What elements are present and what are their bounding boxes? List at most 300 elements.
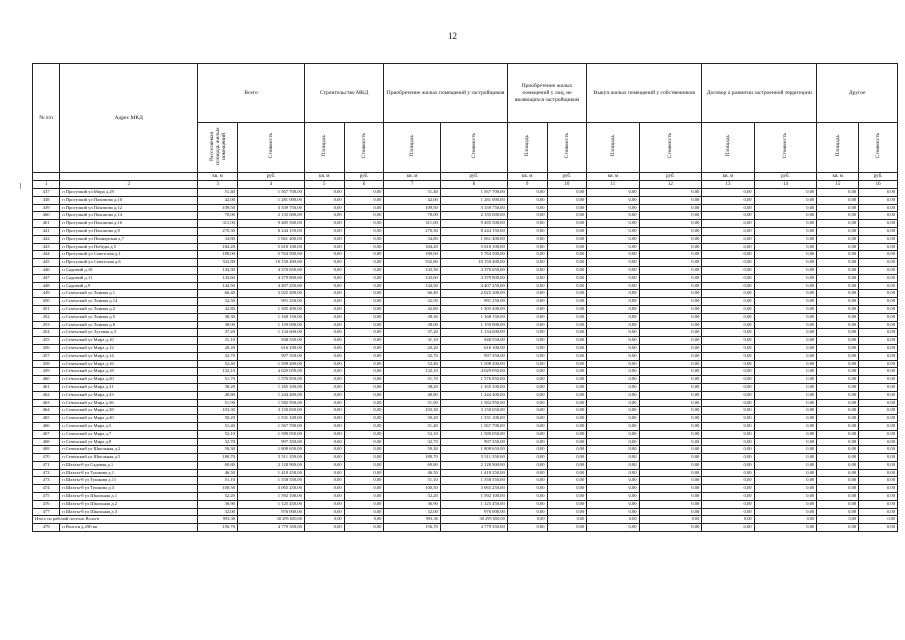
address-cell: п Сеченский ул Мира д.7 [60, 430, 198, 438]
buyout-cost-cell: 0,00 [639, 469, 702, 477]
construction-area-cell: 0,00 [304, 524, 344, 532]
construction-area-cell: 0,00 [304, 360, 344, 368]
table-row [33, 383, 898, 391]
buyout-area-cell: 0,00 [587, 399, 639, 407]
address-cell: п Сеченский ул Школьная д.5 [60, 454, 198, 462]
developer-cost-cell: 1 281 000,00 [440, 196, 507, 204]
row-number-cell: 464 [33, 407, 60, 415]
total-cost-cell: 1 567 700,00 [237, 422, 304, 430]
buyout-area-cell: 0,00 [587, 189, 639, 197]
table-row [33, 399, 898, 407]
territory-cost-cell: 0,00 [754, 454, 817, 462]
nondeveloper-cost-cell: 0,00 [547, 220, 587, 228]
other-area-cell: 0,00 [817, 321, 859, 329]
buyout-cost-cell: 0,00 [639, 251, 702, 259]
header-total-cost: Стоимость [237, 123, 304, 173]
construction-cost-cell: 0,00 [344, 313, 384, 321]
row-number-cell: 463 [33, 399, 60, 407]
nondeveloper-area-cell: 0,00 [507, 189, 547, 197]
nondeveloper-area-cell: 0,00 [507, 243, 547, 251]
nondeveloper-area-cell: 0,00 [507, 430, 547, 438]
header-group-other: Другое [817, 64, 898, 123]
total-cost-cell: 948 550,00 [237, 337, 304, 345]
territory-cost-cell: 0,00 [754, 251, 817, 259]
total-cost-cell: 4 379 800,00 [237, 274, 304, 282]
territory-cost-cell: 0,00 [754, 321, 817, 329]
nondeveloper-area-cell: 0,00 [507, 220, 547, 228]
territory-area-cell: 0,00 [702, 235, 754, 243]
header-area: Площадь [587, 123, 639, 173]
territory-area-cell: 0,00 [702, 368, 754, 376]
total-area-cell: 311,00 [198, 220, 238, 228]
table-row [33, 329, 898, 337]
territory-area-cell: 0,00 [702, 415, 754, 423]
developer-area-cell: 50,20 [384, 415, 440, 423]
header-group-total: Всего [198, 64, 305, 123]
buyout-cost-cell: 0,00 [639, 454, 702, 462]
buyout-cost-cell: 0,00 [639, 461, 702, 469]
total-cost-cell: 4 407 250,00 [237, 282, 304, 290]
total-cost-cell: 30 295 650,00 [237, 516, 304, 524]
construction-cost-cell: 0,00 [344, 422, 384, 430]
territory-cost-cell: 0,00 [754, 415, 817, 423]
construction-cost-cell: 0,00 [344, 235, 384, 243]
address-cell: п Прогулкий ул Победы д.5 [60, 243, 198, 251]
total-cost-cell: 1 589 050,00 [237, 430, 304, 438]
buyout-cost-cell: 0,00 [639, 360, 702, 368]
address-cell: п Прогулкий ул Пахомова д.10 [60, 196, 198, 204]
territory-cost-cell: 0,00 [754, 376, 817, 384]
column-number: 14 [754, 181, 817, 189]
territory-cost-cell: 0,00 [754, 189, 817, 197]
construction-area-cell: 0,00 [304, 485, 344, 493]
other-area-cell: 0,00 [817, 493, 859, 501]
address-cell: п Шахты-8 ул Школьная д.1 [60, 493, 198, 501]
nondeveloper-area-cell: 0,00 [507, 204, 547, 212]
table-row [33, 305, 898, 313]
construction-area-cell: 0,00 [304, 430, 344, 438]
nondeveloper-area-cell: 0,00 [507, 524, 547, 532]
territory-area-cell: 0,00 [702, 376, 754, 384]
total-area-cell: 38,20 [198, 383, 238, 391]
other-area-cell: 0,00 [817, 266, 859, 274]
buyout-cost-cell: 0,00 [639, 259, 702, 267]
other-area-cell: 0,00 [817, 383, 859, 391]
construction-cost-cell: 0,00 [344, 266, 384, 274]
nondeveloper-area-cell: 0,00 [507, 282, 547, 290]
territory-cost-cell: 0,00 [754, 438, 817, 446]
nondeveloper-cost-cell: 0,00 [547, 407, 587, 415]
row-number-cell: 450 [33, 298, 60, 306]
total-cost-cell: 5 511 350,00 [237, 454, 304, 462]
row-number-cell: 467 [33, 430, 60, 438]
construction-cost-cell: 0,00 [344, 204, 384, 212]
nondeveloper-area-cell: 0,00 [507, 360, 547, 368]
buyout-cost-cell: 0,00 [639, 266, 702, 274]
construction-cost-cell: 0,00 [344, 438, 384, 446]
construction-cost-cell: 0,00 [344, 220, 384, 228]
other-area-cell: 0,00 [817, 282, 859, 290]
nondeveloper-cost-cell: 0,00 [547, 430, 587, 438]
total-area-cell: 31,10 [198, 337, 238, 345]
construction-cost-cell: 0,00 [344, 391, 384, 399]
buyout-cost-cell: 0,00 [639, 305, 702, 313]
table-row [33, 321, 898, 329]
table-row [33, 204, 898, 212]
nondeveloper-cost-cell: 0,00 [547, 485, 587, 493]
other-area-cell: 0,00 [817, 438, 859, 446]
developer-area-cell: 42,00 [384, 196, 440, 204]
construction-area-cell: 0,00 [304, 321, 344, 329]
developer-area-cell: 270,30 [384, 227, 440, 235]
table-row [33, 446, 898, 454]
header-area: Площадь [304, 123, 344, 173]
unit-cell: руб. [440, 173, 507, 181]
address-cell: п Сеченский ул Мира д.40 [60, 415, 198, 423]
developer-cost-cell: 616 100,00 [440, 344, 507, 352]
total-area-cell: 32,70 [198, 352, 238, 360]
territory-cost-cell: 0,00 [754, 516, 817, 524]
territory-area-cell: 0,00 [702, 516, 754, 524]
unit-cell: кв. м [384, 173, 440, 181]
total-area-cell: 34,80 [198, 235, 238, 243]
row-number-cell: 477 [33, 508, 60, 516]
developer-area-cell: 59,30 [384, 446, 440, 454]
total-area-cell: 59,30 [198, 446, 238, 454]
developer-cost-cell: 1 168 150,00 [440, 313, 507, 321]
construction-area-cell: 0,00 [304, 407, 344, 415]
row-number-cell: 466 [33, 422, 60, 430]
nondeveloper-area-cell: 0,00 [507, 516, 547, 524]
territory-cost-cell: 0,00 [754, 290, 817, 298]
total-area-cell: 70,00 [198, 212, 238, 220]
other-area-cell: 0,00 [817, 524, 859, 532]
developer-cost-cell: 1 576 850,00 [440, 376, 507, 384]
developer-area-cell: 66,40 [384, 290, 440, 298]
header-area: Площадь [702, 123, 754, 173]
nondeveloper-area-cell: 0,00 [507, 438, 547, 446]
address-cell: п Сеченский ул Мира д.18 [60, 368, 198, 376]
construction-area-cell: 0,00 [304, 493, 344, 501]
developer-area-cell: 42,80 [384, 305, 440, 313]
territory-area-cell: 0,00 [702, 493, 754, 501]
buyout-area-cell: 0,00 [587, 500, 639, 508]
construction-cost-cell: 0,00 [344, 508, 384, 516]
table-row [33, 313, 898, 321]
construction-area-cell: 0,00 [304, 446, 344, 454]
buyout-area-cell: 0,00 [587, 407, 639, 415]
unit-cell: кв. м [817, 173, 859, 181]
territory-cost-cell: 0,00 [754, 305, 817, 313]
address-cell: п Шахты-8 ул Тушкова д.11 [60, 477, 198, 485]
row-number-cell: 461 [33, 383, 60, 391]
territory-area-cell: 0,00 [702, 383, 754, 391]
table-row [33, 220, 898, 228]
row-number-cell: 472 [33, 469, 60, 477]
buyout-area-cell: 0,00 [587, 446, 639, 454]
developer-cost-cell: 1 808 650,00 [440, 446, 507, 454]
other-cost-cell: 0,00 [859, 227, 898, 235]
unit-cell: кв. м [702, 173, 754, 181]
construction-cost-cell: 0,00 [344, 446, 384, 454]
table-row [33, 352, 898, 360]
row-number-cell: 458 [33, 360, 60, 368]
construction-cost-cell: 0,00 [344, 360, 384, 368]
total-row [33, 516, 898, 524]
developer-cost-cell: 10 150 400,00 [440, 259, 507, 267]
other-area-cell: 0,00 [817, 344, 859, 352]
developer-area-cell: 51,70 [384, 376, 440, 384]
territory-cost-cell: 0,00 [754, 446, 817, 454]
construction-area-cell: 0,00 [304, 196, 344, 204]
nondeveloper-area-cell: 0,00 [507, 313, 547, 321]
buyout-area-cell: 0,00 [587, 454, 639, 462]
construction-area-cell: 0,00 [304, 368, 344, 376]
territory-area-cell: 0,00 [702, 500, 754, 508]
table-row [33, 415, 898, 423]
construction-area-cell: 0,00 [304, 235, 344, 243]
table-row [33, 282, 898, 290]
construction-cost-cell: 0,00 [344, 282, 384, 290]
territory-area-cell: 0,00 [702, 446, 754, 454]
developer-area-cell: 52,20 [384, 493, 440, 501]
address-cell: п Шахты-8 ул Школьная д.3 [60, 508, 198, 516]
territory-cost-cell: 0,00 [754, 368, 817, 376]
other-area-cell: 0,00 [817, 204, 859, 212]
other-area-cell: 0,00 [817, 461, 859, 469]
buyout-cost-cell: 0,00 [639, 220, 702, 228]
developer-area-cell: 34,80 [384, 235, 440, 243]
row-number-cell: 452 [33, 313, 60, 321]
construction-cost-cell: 0,00 [344, 189, 384, 197]
table-row [33, 259, 898, 267]
buyout-cost-cell: 0,00 [639, 438, 702, 446]
territory-area-cell: 0,00 [702, 454, 754, 462]
total-cost-cell: 1 168 150,00 [237, 313, 304, 321]
buyout-cost-cell: 0,00 [639, 290, 702, 298]
construction-area-cell: 0,00 [304, 469, 344, 477]
nondeveloper-cost-cell: 0,00 [547, 212, 587, 220]
nondeveloper-area-cell: 0,00 [507, 493, 547, 501]
other-area-cell: 0,00 [817, 454, 859, 462]
nondeveloper-cost-cell: 0,00 [547, 259, 587, 267]
resettlement-table-sheet [32, 63, 898, 532]
territory-cost-cell: 0,00 [754, 469, 817, 477]
other-cost-cell: 0,00 [859, 243, 898, 251]
nondeveloper-area-cell: 0,00 [507, 259, 547, 267]
table-row [33, 454, 898, 462]
construction-cost-cell: 0,00 [344, 407, 384, 415]
header-area: Площадь [384, 123, 440, 173]
territory-area-cell: 0,00 [702, 469, 754, 477]
construction-area-cell: 0,00 [304, 477, 344, 485]
construction-cost-cell: 0,00 [344, 329, 384, 337]
row-number-cell: 460 [33, 212, 60, 220]
construction-cost-cell: 0,00 [344, 493, 384, 501]
territory-area-cell: 0,00 [702, 407, 754, 415]
nondeveloper-cost-cell: 0,00 [547, 321, 587, 329]
table-row [33, 477, 898, 485]
construction-cost-cell: 0,00 [344, 212, 384, 220]
buyout-area-cell: 0,00 [587, 368, 639, 376]
other-cost-cell: 0,00 [859, 259, 898, 267]
developer-cost-cell: 3 150 650,00 [440, 407, 507, 415]
address-cell: п Садовый д.11 [60, 274, 198, 282]
developer-area-cell: 32,00 [384, 508, 440, 516]
nondeveloper-cost-cell: 0,00 [547, 524, 587, 532]
buyout-area-cell: 0,00 [587, 422, 639, 430]
row-number-cell: 447 [33, 274, 60, 282]
total-cost-cell: 616 100,00 [237, 344, 304, 352]
territory-area-cell: 0,00 [702, 282, 754, 290]
territory-area-cell: 0,00 [702, 189, 754, 197]
total-cost-cell: 997 350,00 [237, 352, 304, 360]
buyout-cost-cell: 0,00 [639, 399, 702, 407]
territory-area-cell: 0,00 [702, 259, 754, 267]
row-number-cell: 471 [33, 461, 60, 469]
territory-area-cell: 0,00 [702, 360, 754, 368]
unit-cell: руб. [639, 173, 702, 181]
row-number-cell: 449 [33, 290, 60, 298]
address-cell: п Прогулкий ул Пионерская д.7 [60, 235, 198, 243]
construction-area-cell: 0,00 [304, 383, 344, 391]
other-cost-cell: 0,00 [859, 508, 898, 516]
developer-area-cell: 100,50 [384, 485, 440, 493]
construction-area-cell: 0,00 [304, 376, 344, 384]
buyout-cost-cell: 0,00 [639, 298, 702, 306]
table-row [33, 461, 898, 469]
other-area-cell: 0,00 [817, 259, 859, 267]
total-cost-cell: 976 000,00 [237, 508, 304, 516]
address-cell: п Прогулкий ул Пахомова д.8 [60, 227, 198, 235]
nondeveloper-area-cell: 0,00 [507, 274, 547, 282]
address-cell: п Сеченский ул Мира д.8 [60, 438, 198, 446]
column-number: 16 [859, 181, 898, 189]
construction-area-cell: 0,00 [304, 461, 344, 469]
developer-cost-cell: 1 159 000,00 [440, 321, 507, 329]
row-number-cell: 443 [33, 243, 60, 251]
buyout-cost-cell: 0,00 [639, 516, 702, 524]
other-cost-cell: 0,00 [859, 337, 898, 345]
buyout-area-cell: 0,00 [587, 360, 639, 368]
unit-cell: кв. м [304, 173, 344, 181]
developer-area-cell: 156,70 [384, 524, 440, 532]
other-cost-cell: 0,00 [859, 290, 898, 298]
construction-cost-cell: 0,00 [344, 368, 384, 376]
total-area-cell: 20,20 [198, 344, 238, 352]
buyout-cost-cell: 0,00 [639, 313, 702, 321]
total-cost-cell: 1 592 100,00 [237, 493, 304, 501]
developer-area-cell: 46,50 [384, 469, 440, 477]
total-cost-cell: 10 150 400,00 [237, 259, 304, 267]
buyout-cost-cell: 0,00 [639, 274, 702, 282]
developer-area-cell: 52,10 [384, 430, 440, 438]
total-area-cell: 42,00 [198, 196, 238, 204]
table-row [33, 524, 898, 532]
territory-cost-cell: 0,00 [754, 524, 817, 532]
buyout-area-cell: 0,00 [587, 469, 639, 477]
buyout-area-cell: 0,00 [587, 485, 639, 493]
territory-cost-cell: 0,00 [754, 430, 817, 438]
territory-area-cell: 0,00 [702, 352, 754, 360]
nondeveloper-area-cell: 0,00 [507, 321, 547, 329]
buyout-area-cell: 0,00 [587, 251, 639, 259]
construction-cost-cell: 0,00 [344, 196, 384, 204]
table-row [33, 407, 898, 415]
nondeveloper-area-cell: 0,00 [507, 407, 547, 415]
other-area-cell: 0,00 [817, 508, 859, 516]
developer-area-cell: 51,10 [384, 477, 440, 485]
developer-area-cell: 144,50 [384, 282, 440, 290]
address-cell: п Прогулкий ул Мира д.29 [60, 189, 198, 197]
construction-cost-cell: 0,00 [344, 524, 384, 532]
construction-area-cell: 0,00 [304, 508, 344, 516]
construction-area-cell: 0,00 [304, 305, 344, 313]
construction-cost-cell: 0,00 [344, 298, 384, 306]
row-number-cell: 469 [33, 446, 60, 454]
buyout-area-cell: 0,00 [587, 274, 639, 282]
territory-area-cell: 0,00 [702, 461, 754, 469]
developer-cost-cell: 991 250,00 [440, 298, 507, 306]
other-cost-cell: 0,00 [859, 516, 898, 524]
territory-area-cell: 0,00 [702, 298, 754, 306]
total-cost-cell: 1 598 200,00 [237, 360, 304, 368]
developer-cost-cell: 1 305 400,00 [440, 305, 507, 313]
buyout-cost-cell: 0,00 [639, 189, 702, 197]
other-cost-cell: 0,00 [859, 415, 898, 423]
other-area-cell: 0,00 [817, 274, 859, 282]
other-cost-cell: 0,00 [859, 329, 898, 337]
other-area-cell: 0,00 [817, 337, 859, 345]
buyout-cost-cell: 0,00 [639, 227, 702, 235]
construction-cost-cell: 0,00 [344, 430, 384, 438]
nondeveloper-cost-cell: 0,00 [547, 227, 587, 235]
territory-area-cell: 0,00 [702, 344, 754, 352]
total-area-cell: 46,50 [198, 469, 238, 477]
territory-area-cell: 0,00 [702, 212, 754, 220]
other-cost-cell: 0,00 [859, 196, 898, 204]
row-number-cell: 444 [33, 251, 60, 259]
header-group-nondeveloper-purchase: Приобретение жилых помещений у лиц, не являющихся застройщиком [507, 64, 586, 123]
territory-cost-cell: 0,00 [754, 282, 817, 290]
address-cell: п Прогулкий ул Советская д.6 [60, 259, 198, 267]
buyout-area-cell: 0,00 [587, 524, 639, 532]
developer-area-cell: 32,70 [384, 352, 440, 360]
row-number-cell: 462 [33, 391, 60, 399]
total-area-cell: 184,20 [198, 243, 238, 251]
buyout-area-cell: 0,00 [587, 329, 639, 337]
address-cell: п Сеченский ул Мира д.16 [60, 360, 198, 368]
address-cell: п Сеченский ул Мира д.20 [60, 376, 198, 384]
other-cost-cell: 0,00 [859, 383, 898, 391]
nondeveloper-area-cell: 0,00 [507, 376, 547, 384]
row-number-cell: 473 [33, 477, 60, 485]
construction-cost-cell: 0,00 [344, 383, 384, 391]
buyout-cost-cell: 0,00 [639, 415, 702, 423]
table-row [33, 196, 898, 204]
construction-area-cell: 0,00 [304, 337, 344, 345]
territory-area-cell: 0,00 [702, 290, 754, 298]
developer-area-cell: 332,80 [384, 259, 440, 267]
nondeveloper-area-cell: 0,00 [507, 298, 547, 306]
construction-area-cell: 0,00 [304, 243, 344, 251]
address-cell: п Прогулкий ул Пахомова д.16 [60, 220, 198, 228]
table-row [33, 290, 898, 298]
table-row [33, 274, 898, 282]
developer-area-cell: 38,00 [384, 321, 440, 329]
total-area-cell: 36,90 [198, 500, 238, 508]
developer-cost-cell: 1 418 250,00 [440, 469, 507, 477]
